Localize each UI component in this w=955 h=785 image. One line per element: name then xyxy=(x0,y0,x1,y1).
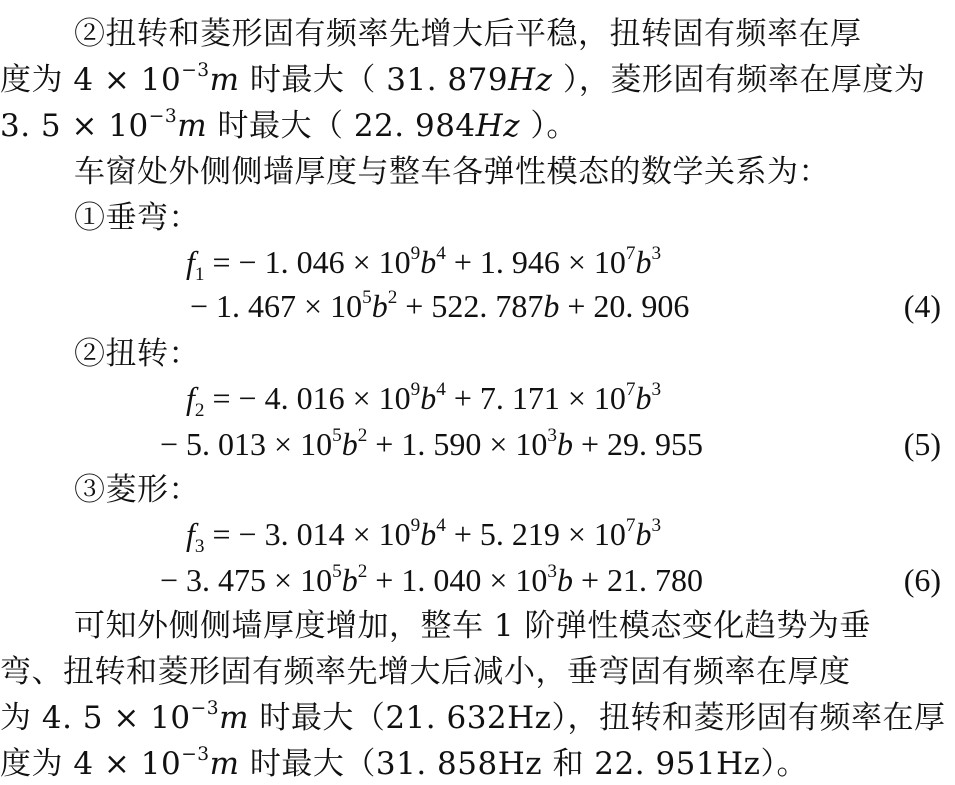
para1-line3: 3. $5 \times 10^{-3}m$ 时最大（ 22. 984Hz ）。 xyxy=(0,106,578,144)
heading-vertical-bending: ①垂弯： xyxy=(74,200,200,236)
para1-line2: 度为 $4 \times 10^{-3}m$ 时最大（ 31. 879Hz ），菱形固有频率在厚度为 xyxy=(0,60,926,98)
relation-intro: 车窗处外侧侧墙厚度与整车各弹性模态的数学关系为： xyxy=(74,154,830,190)
eq6-row2: − 3. $475 \times 10^5b^2 + 1$. $040 \times 10^3b + 21$. 780 xyxy=(160,560,704,598)
para3-line4: 度为 $4 \times 10^{-3}m$ 时最大（31. 858Hz 和 22. 951Hz）。 xyxy=(0,744,808,782)
para3-line1: 可知外侧侧墙厚度增加，整车 1 阶弹性模态变化趋势为垂 xyxy=(74,608,871,644)
heading-torsion: ②扭转： xyxy=(74,336,200,372)
eq6-row1: $f_3$ = − 3. $014 \times 10^9b^4 + 5$. $219 \times 10^7b^3$ xyxy=(186,514,662,557)
para3-line2: 弯、扭转和菱形固有频率先增大后减小，垂弯固有频率在厚度 xyxy=(0,654,851,690)
eq5-row1: $f_2$ = − 4. $016 \times 10^9b^4 + 7$. $171 \times 10^7b^3$ xyxy=(186,378,662,421)
heading-rhombic: ③菱形： xyxy=(74,472,200,508)
eq4-row2: − 1. $467 \times 10^5b^2 + 522$. 787b + 20. 906 xyxy=(190,286,690,324)
para1-line1: ②扭转和菱形固有频率先增大后平稳，扭转固有频率在厚 xyxy=(74,16,862,52)
eq4-number: (4) xyxy=(903,288,941,324)
para3-line3: 为 4. $5 \times 10^{-3}m$ 时最大（21. 632Hz），扭转和菱形固有频率在厚 xyxy=(0,698,946,736)
eq5-number: (5) xyxy=(903,426,941,462)
eq5-row2: − 5. $013 \times 10^5b^2 + 1$. $590 \times 10^3b + 29$. 955 xyxy=(160,424,704,462)
eq6-number: (6) xyxy=(903,562,941,598)
eq4-row1: $f_1$ = − 1. $046 \times 10^9b^4 + 1$. $946 \times 10^7b^3$ xyxy=(186,242,662,285)
